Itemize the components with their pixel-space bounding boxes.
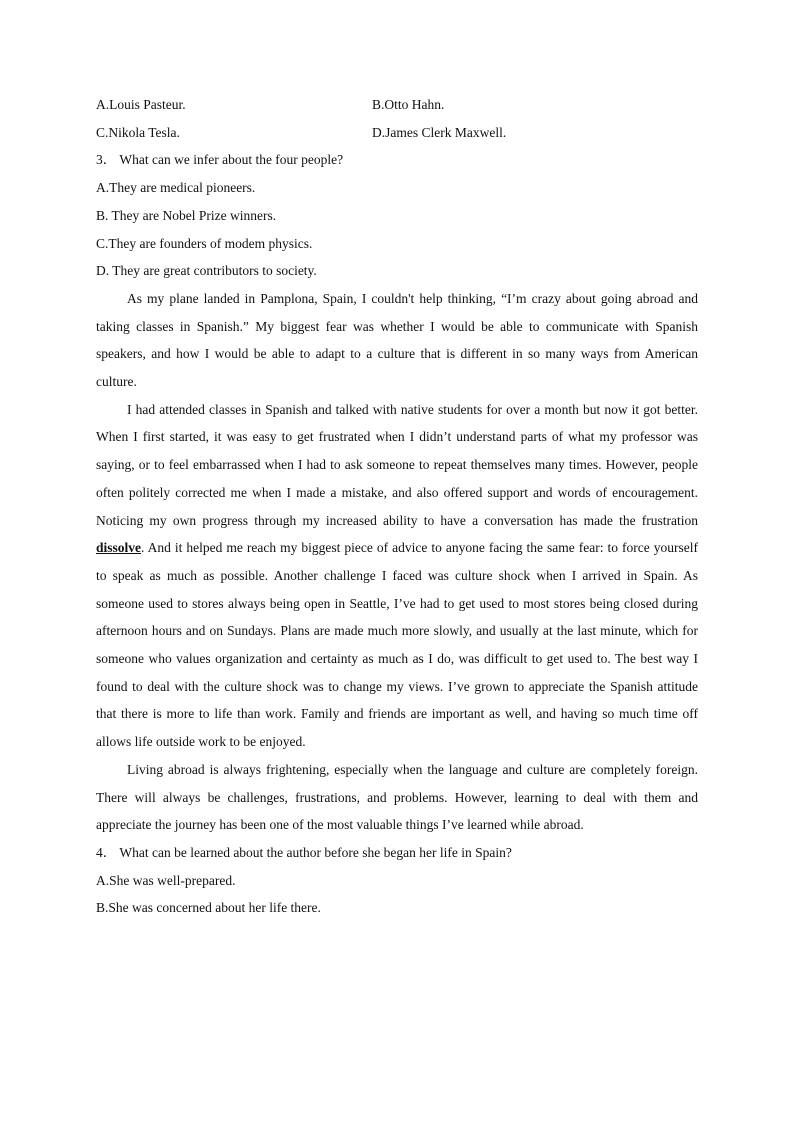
q2-option-a: A.Louis Pasteur. xyxy=(96,97,186,112)
passage-paragraph-2 xyxy=(96,396,698,756)
paragraph-2-text-after: . And it helped me reach my biggest piece of advice to anyone facing the same fear: to force yourself to speak as much as possible. Another challenge I faced was culture shock when I arrived in Spain. As someone used to stores always being open in Seattle, I’ve had to get used to most stores being closed during afternoon hours and on Sundays. Plans are made much more slowly, and usually at the last minute, which for someone who values organization and certainty as much as I do, was difficult to get used to. The best way I found to deal with the culture shock was to change my views. I’ve grown to appreciate the Spanish attitude that there is more to life than work. Family and friends are important as well, and having so much time off allows life outside work to be enjoyed. xyxy=(96,540,698,750)
passage-paragraph-3-text: Living abroad is always frightening, especially when the language and culture are completely foreign. There will always be challenges, frustrations, and problems. However, learning to deal with them and appreciate the journey has been one of the most valuable things I’ve learned while abroad. xyxy=(96,761,698,833)
q3-stem: 3． What can we infer about the four people? xyxy=(96,152,344,168)
passage-paragraph-3 xyxy=(96,756,698,839)
keyword-dissolve: dissolve xyxy=(96,540,142,556)
q3-option-d: D. They are great contributors to society. xyxy=(96,263,317,279)
q3-option-b: B. They are Nobel Prize winners. xyxy=(96,207,277,223)
q2-options-row-2 xyxy=(96,119,698,147)
passage-paragraph-2-text xyxy=(96,396,698,756)
paragraph-2-text-before: I had attended classes in Spanish and talked with native students for over a month but now it got better. When I first started, it was easy to get frustrated when I didn’t understand parts of what my professor was saying, or to feel embarrassed when I had to ask someone to repeat themselves many times. However, people often politely corrected me when I made a mistake, and also offered support and words of encouragement. Noticing my own progress through my increased ability to have a conversation has made the frustration xyxy=(96,401,698,528)
q3-option-a: A.They are medical pioneers. xyxy=(96,180,256,196)
q2-option-d: D.James Clerk Maxwell. xyxy=(372,124,507,140)
q4-stem: 4． What can be learned about the author before she began her life in Spain? xyxy=(96,844,512,860)
passage-paragraph-1 xyxy=(96,285,698,396)
q2-option-c: C.Nikola Tesla. xyxy=(96,124,180,140)
q4-option-b: B.She was concerned about her life there. xyxy=(96,900,321,916)
q3-option-c: C.They are founders of modem physics. xyxy=(96,235,313,251)
q4-option-a: A.She was well-prepared. xyxy=(96,872,236,888)
passage-paragraph-1-text: As my plane landed in Pamplona, Spain, I couldn't help thinking, “I’m crazy about going abroad and taking classes in Spanish.” My biggest fear was whether I would be able to communicate with Spanish speakers, and how I would be able to adapt to a culture that is different in so many ways from American culture. xyxy=(96,290,698,390)
page-content xyxy=(96,91,698,922)
q2-options-row-1 xyxy=(96,91,698,119)
q2-option-b: B.Otto Hahn. xyxy=(372,97,445,112)
